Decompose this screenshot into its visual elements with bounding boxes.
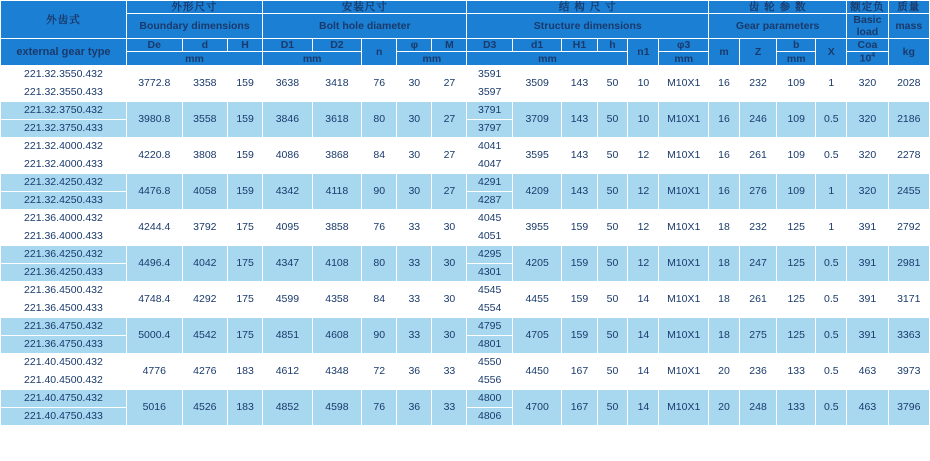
cell-b: 125 [777, 209, 816, 245]
header-sym-Z: Z [739, 39, 776, 66]
cell-h: 50 [597, 389, 628, 425]
cell-H: 175 [228, 317, 263, 353]
cell-Coa: 391 [847, 209, 888, 245]
cell-b: 125 [777, 245, 816, 281]
cell-mass: 2455 [888, 173, 929, 209]
cell-H1: 159 [562, 281, 597, 317]
cell-D3: 4287 [467, 191, 512, 209]
header-sym-Coa: Coa [847, 39, 888, 52]
cell-H: 183 [228, 389, 263, 425]
cell-m: 16 [709, 137, 740, 173]
cell-d: 3358 [182, 65, 227, 101]
cell-M: 27 [432, 65, 467, 101]
table-row [1, 317, 930, 335]
header-sym-n: n [362, 39, 397, 66]
cell-n: 84 [362, 281, 397, 317]
table-row [1, 353, 930, 371]
header-unit-coa-exp: 4 [871, 52, 876, 60]
cell-D2: 4348 [312, 353, 362, 389]
cell-H: 159 [228, 173, 263, 209]
cell-D3: 3597 [467, 83, 512, 101]
cell-phi3: M10X1 [659, 101, 709, 137]
cell-H1: 143 [562, 173, 597, 209]
header-gear-cn: 齿 轮 参 数 [709, 1, 847, 14]
cell-d1: 4705 [512, 317, 562, 353]
cell-mass: 3973 [888, 353, 929, 389]
cell-phi3: M10X1 [659, 173, 709, 209]
cell-D3: 4795 [467, 317, 512, 335]
cell-H: 159 [228, 101, 263, 137]
cell-gear-type: 221.32.4000.432 [1, 137, 127, 155]
header-basic-load-en: Basic load [847, 14, 888, 39]
cell-m: 16 [709, 173, 740, 209]
cell-b: 109 [777, 65, 816, 101]
cell-n1: 14 [628, 317, 659, 353]
cell-M: 33 [432, 353, 467, 389]
cell-D2: 3858 [312, 209, 362, 245]
header-unit-boundary: mm [126, 52, 262, 66]
header-sym-H1: H1 [562, 39, 597, 52]
cell-b: 109 [777, 101, 816, 137]
cell-d: 4042 [182, 245, 227, 281]
cell-D3: 4801 [467, 335, 512, 353]
table-row [1, 65, 930, 83]
cell-gear-type: 221.36.4000.432 [1, 209, 127, 227]
cell-D2: 4358 [312, 281, 362, 317]
cell-gear-type: 221.32.4000.433 [1, 155, 127, 173]
cell-n1: 10 [628, 101, 659, 137]
cell-phi: 36 [397, 353, 432, 389]
cell-D3: 4554 [467, 299, 512, 317]
cell-d: 4276 [182, 353, 227, 389]
header-gear-en: Gear parameters [709, 14, 847, 39]
cell-n1: 14 [628, 353, 659, 389]
cell-D3: 4545 [467, 281, 512, 299]
cell-H1: 143 [562, 65, 597, 101]
cell-n1: 12 [628, 245, 659, 281]
cell-n1: 14 [628, 389, 659, 425]
cell-b: 109 [777, 173, 816, 209]
cell-Z: 276 [739, 173, 776, 209]
cell-b: 125 [777, 317, 816, 353]
cell-H1: 159 [562, 245, 597, 281]
cell-h: 50 [597, 209, 628, 245]
cell-D3: 4047 [467, 155, 512, 173]
header-unit-structure: mm [467, 52, 628, 66]
cell-d: 4526 [182, 389, 227, 425]
cell-mass: 2186 [888, 101, 929, 137]
header-sym-d1: d1 [512, 39, 562, 52]
cell-H1: 143 [562, 101, 597, 137]
cell-m: 18 [709, 245, 740, 281]
cell-phi3: M10X1 [659, 353, 709, 389]
cell-De: 4244.4 [126, 209, 182, 245]
cell-H1: 159 [562, 209, 597, 245]
cell-h: 50 [597, 281, 628, 317]
cell-X: 0.5 [816, 101, 847, 137]
cell-n: 80 [362, 245, 397, 281]
header-unit-coa [847, 52, 888, 66]
cell-h: 50 [597, 65, 628, 101]
cell-n: 80 [362, 101, 397, 137]
cell-phi: 30 [397, 101, 432, 137]
cell-h: 50 [597, 353, 628, 389]
cell-d: 4058 [182, 173, 227, 209]
cell-gear-type: 221.32.3750.432 [1, 101, 127, 119]
cell-n1: 14 [628, 281, 659, 317]
cell-h: 50 [597, 245, 628, 281]
table-row [1, 173, 930, 191]
table-row [1, 137, 930, 155]
cell-d1: 4209 [512, 173, 562, 209]
header-sym-n1: n1 [628, 39, 659, 66]
cell-mass: 3171 [888, 281, 929, 317]
cell-M: 27 [432, 101, 467, 137]
header-boundary-cn: 外形尺寸 [126, 1, 262, 14]
header-sym-D2: D2 [312, 39, 362, 52]
cell-d: 4292 [182, 281, 227, 317]
header-sym-m: m [709, 39, 740, 66]
cell-d1: 3955 [512, 209, 562, 245]
cell-mass: 2792 [888, 209, 929, 245]
cell-phi: 30 [397, 173, 432, 209]
cell-b: 109 [777, 137, 816, 173]
cell-De: 4496.4 [126, 245, 182, 281]
cell-H: 159 [228, 65, 263, 101]
cell-X: 1 [816, 65, 847, 101]
cell-D1: 4851 [263, 317, 313, 353]
header-row-symbols [1, 39, 930, 52]
header-external-gear-cn: 外齿式 [1, 1, 127, 39]
cell-gear-type: 221.32.3550.432 [1, 65, 127, 83]
cell-D2: 3618 [312, 101, 362, 137]
header-mass-en: mass [888, 14, 929, 39]
cell-D3: 3797 [467, 119, 512, 137]
cell-phi: 33 [397, 281, 432, 317]
table-header [1, 1, 930, 66]
cell-n: 72 [362, 353, 397, 389]
cell-M: 33 [432, 389, 467, 425]
header-bolt-en: Bolt hole diameter [263, 14, 467, 39]
header-external-gear-type: external gear type [1, 39, 127, 66]
cell-mass: 2278 [888, 137, 929, 173]
cell-D3: 4806 [467, 407, 512, 425]
cell-D2: 4598 [312, 389, 362, 425]
cell-n: 90 [362, 317, 397, 353]
cell-H1: 167 [562, 389, 597, 425]
cell-m: 18 [709, 317, 740, 353]
header-row-cn [1, 1, 930, 14]
table-row [1, 245, 930, 263]
cell-Z: 248 [739, 389, 776, 425]
header-sym-b: b [777, 39, 816, 52]
cell-D3: 4556 [467, 371, 512, 389]
cell-Z: 232 [739, 65, 776, 101]
cell-gear-type: 221.36.4250.432 [1, 245, 127, 263]
cell-X: 0.5 [816, 389, 847, 425]
cell-H1: 159 [562, 317, 597, 353]
header-bolt-cn: 安装尺寸 [263, 1, 467, 14]
cell-D2: 4108 [312, 245, 362, 281]
cell-Z: 246 [739, 101, 776, 137]
cell-Z: 236 [739, 353, 776, 389]
header-row-en [1, 14, 930, 39]
cell-M: 30 [432, 209, 467, 245]
cell-De: 4748.4 [126, 281, 182, 317]
cell-Coa: 463 [847, 353, 888, 389]
cell-m: 18 [709, 281, 740, 317]
header-mass-cn: 质量 [888, 1, 929, 14]
cell-n: 90 [362, 173, 397, 209]
cell-Coa: 320 [847, 65, 888, 101]
cell-M: 30 [432, 281, 467, 317]
cell-D3: 4550 [467, 353, 512, 371]
cell-D3: 3591 [467, 65, 512, 83]
cell-b: 133 [777, 389, 816, 425]
cell-gear-type: 221.32.4250.432 [1, 173, 127, 191]
cell-h: 50 [597, 101, 628, 137]
cell-h: 50 [597, 317, 628, 353]
cell-b: 125 [777, 281, 816, 317]
cell-De: 5016 [126, 389, 182, 425]
cell-Coa: 463 [847, 389, 888, 425]
cell-gear-type: 221.32.3550.433 [1, 83, 127, 101]
cell-phi: 33 [397, 209, 432, 245]
cell-phi3: M10X1 [659, 245, 709, 281]
cell-phi3: M10X1 [659, 317, 709, 353]
cell-phi: 30 [397, 137, 432, 173]
cell-H: 175 [228, 209, 263, 245]
header-sym-M: M [432, 39, 467, 52]
cell-Z: 275 [739, 317, 776, 353]
cell-d1: 3595 [512, 137, 562, 173]
cell-D1: 4095 [263, 209, 313, 245]
cell-mass: 3796 [888, 389, 929, 425]
cell-D3: 4041 [467, 137, 512, 155]
cell-phi3: M10X1 [659, 137, 709, 173]
cell-d1: 4455 [512, 281, 562, 317]
cell-m: 16 [709, 101, 740, 137]
cell-D3: 4295 [467, 245, 512, 263]
cell-gear-type: 221.40.4500.432 [1, 371, 127, 389]
table-row [1, 389, 930, 407]
cell-X: 0.5 [816, 317, 847, 353]
table-body [1, 65, 930, 425]
cell-H: 183 [228, 353, 263, 389]
cell-D3: 4301 [467, 263, 512, 281]
cell-M: 27 [432, 173, 467, 209]
cell-m: 20 [709, 389, 740, 425]
cell-D3: 4051 [467, 227, 512, 245]
cell-d1: 4450 [512, 353, 562, 389]
cell-gear-type: 221.36.4250.433 [1, 263, 127, 281]
cell-gear-type: 221.32.4250.433 [1, 191, 127, 209]
header-structure-cn: 结 构 尺 寸 [467, 1, 709, 14]
cell-d1: 3709 [512, 101, 562, 137]
cell-n1: 12 [628, 137, 659, 173]
cell-phi: 30 [397, 65, 432, 101]
cell-phi3: M10X1 [659, 65, 709, 101]
cell-mass: 3363 [888, 317, 929, 353]
cell-Coa: 320 [847, 137, 888, 173]
cell-d1: 4700 [512, 389, 562, 425]
cell-gear-type: 221.36.4500.432 [1, 281, 127, 299]
header-sym-De: De [126, 39, 182, 52]
cell-D1: 3846 [263, 101, 313, 137]
cell-D1: 4852 [263, 389, 313, 425]
cell-n: 76 [362, 65, 397, 101]
cell-X: 0.5 [816, 137, 847, 173]
cell-D3: 4045 [467, 209, 512, 227]
cell-D1: 4347 [263, 245, 313, 281]
cell-M: 30 [432, 317, 467, 353]
header-structure-en: Structure dimensions [467, 14, 709, 39]
cell-gear-type: 221.40.4500.432 [1, 353, 127, 371]
cell-D2: 4608 [312, 317, 362, 353]
cell-D3: 4291 [467, 173, 512, 191]
header-sym-kg: kg [888, 39, 929, 66]
cell-De: 4776 [126, 353, 182, 389]
cell-X: 0.5 [816, 245, 847, 281]
cell-gear-type: 221.40.4750.432 [1, 389, 127, 407]
cell-X: 1 [816, 209, 847, 245]
cell-phi3: M10X1 [659, 389, 709, 425]
header-sym-phi: φ [397, 39, 432, 52]
cell-d1: 3509 [512, 65, 562, 101]
cell-Coa: 391 [847, 245, 888, 281]
cell-Z: 232 [739, 209, 776, 245]
cell-gear-type: 221.36.4500.433 [1, 299, 127, 317]
cell-d: 3808 [182, 137, 227, 173]
cell-Coa: 320 [847, 101, 888, 137]
cell-Coa: 391 [847, 317, 888, 353]
cell-n1: 10 [628, 65, 659, 101]
header-unit-b: mm [777, 52, 816, 66]
cell-d1: 4205 [512, 245, 562, 281]
cell-X: 1 [816, 173, 847, 209]
cell-h: 50 [597, 137, 628, 173]
cell-phi: 33 [397, 245, 432, 281]
cell-H: 175 [228, 281, 263, 317]
cell-De: 4220.8 [126, 137, 182, 173]
cell-m: 18 [709, 209, 740, 245]
cell-b: 133 [777, 353, 816, 389]
header-sym-X: X [816, 39, 847, 66]
cell-gear-type: 221.36.4750.433 [1, 335, 127, 353]
header-sym-phi3: φ3 [659, 39, 709, 52]
cell-D2: 3418 [312, 65, 362, 101]
header-sym-D3: D3 [467, 39, 512, 52]
cell-De: 3772.8 [126, 65, 182, 101]
cell-phi: 33 [397, 317, 432, 353]
header-unit-phi3: mm [659, 52, 709, 66]
header-sym-d: d [182, 39, 227, 52]
cell-H1: 143 [562, 137, 597, 173]
cell-gear-type: 221.40.4750.433 [1, 407, 127, 425]
cell-H: 175 [228, 245, 263, 281]
cell-m: 16 [709, 65, 740, 101]
cell-n: 76 [362, 389, 397, 425]
cell-h: 50 [597, 173, 628, 209]
cell-De: 3980.8 [126, 101, 182, 137]
cell-Z: 261 [739, 137, 776, 173]
cell-phi3: M10X1 [659, 209, 709, 245]
header-unit-coa-base: 10 [859, 52, 872, 65]
cell-n: 84 [362, 137, 397, 173]
header-unit-bolt-d: mm [263, 52, 362, 66]
cell-d: 3792 [182, 209, 227, 245]
header-basic-load-cn: 额定负 [847, 1, 888, 14]
cell-n1: 12 [628, 173, 659, 209]
cell-H: 159 [228, 137, 263, 173]
cell-H1: 167 [562, 353, 597, 389]
cell-Z: 261 [739, 281, 776, 317]
cell-Z: 247 [739, 245, 776, 281]
table-row [1, 209, 930, 227]
cell-X: 0.5 [816, 353, 847, 389]
cell-phi: 36 [397, 389, 432, 425]
cell-mass: 2981 [888, 245, 929, 281]
table-row [1, 281, 930, 299]
cell-D2: 3868 [312, 137, 362, 173]
cell-M: 27 [432, 137, 467, 173]
header-sym-H: H [228, 39, 263, 52]
cell-Coa: 320 [847, 173, 888, 209]
cell-X: 0.5 [816, 281, 847, 317]
cell-Coa: 391 [847, 281, 888, 317]
cell-n1: 12 [628, 209, 659, 245]
header-row-units [1, 52, 930, 66]
cell-gear-type: 221.32.3750.433 [1, 119, 127, 137]
cell-D2: 4118 [312, 173, 362, 209]
cell-De: 5000.4 [126, 317, 182, 353]
cell-M: 30 [432, 245, 467, 281]
cell-D1: 4086 [263, 137, 313, 173]
cell-De: 4476.8 [126, 173, 182, 209]
cell-D3: 3791 [467, 101, 512, 119]
header-boundary-en: Boundary dimensions [126, 14, 262, 39]
cell-gear-type: 221.36.4000.433 [1, 227, 127, 245]
header-sym-h: h [597, 39, 628, 52]
cell-D1: 4612 [263, 353, 313, 389]
header-sym-D1: D1 [263, 39, 313, 52]
cell-D1: 4599 [263, 281, 313, 317]
cell-m: 20 [709, 353, 740, 389]
cell-D3: 4800 [467, 389, 512, 407]
cell-D1: 4342 [263, 173, 313, 209]
cell-D1: 3638 [263, 65, 313, 101]
header-unit-bolt-phi: mm [397, 52, 467, 66]
cell-d: 4542 [182, 317, 227, 353]
table-row [1, 101, 930, 119]
cell-gear-type: 221.36.4750.432 [1, 317, 127, 335]
cell-mass: 2028 [888, 65, 929, 101]
cell-n: 76 [362, 209, 397, 245]
cell-d: 3558 [182, 101, 227, 137]
cell-phi3: M10X1 [659, 281, 709, 317]
